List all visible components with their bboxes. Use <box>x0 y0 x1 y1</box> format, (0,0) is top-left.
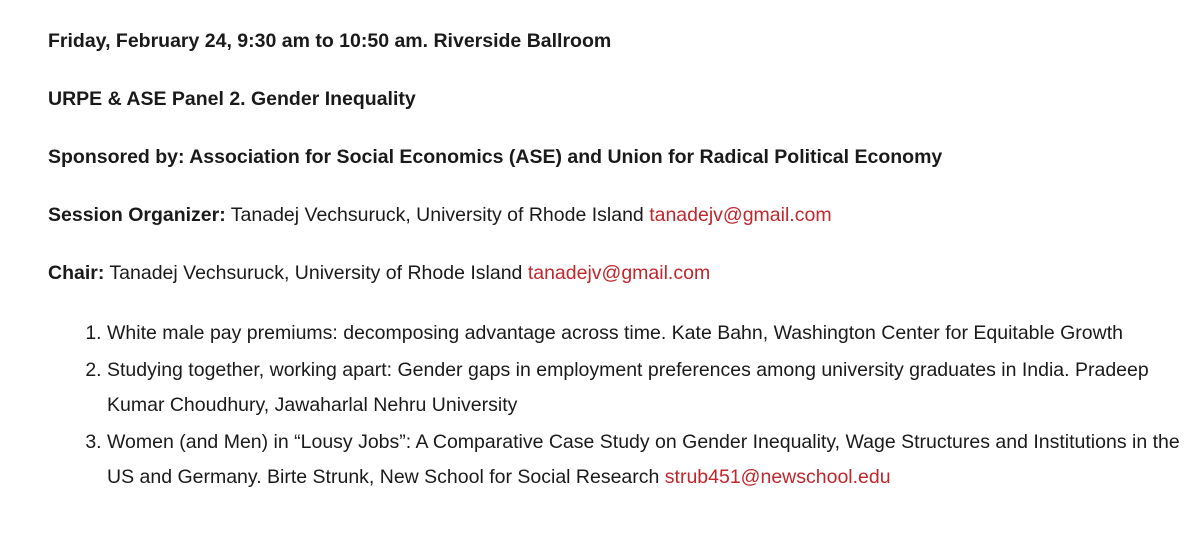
organizer-line <box>48 200 1200 230</box>
chair-email-link[interactable]: tanadejv@gmail.com <box>527 262 711 284</box>
paper-text: Women (and Men) in “Lousy Jobs”: A Comparative Case Study on Gender Inequality, Wage Structures and Institutions in the US and Germany. Birte Strunk, New School for Social Research <box>107 431 1180 488</box>
organizer-label: Session Organizer: <box>48 204 226 226</box>
panel-title: URPE & ASE Panel 2. Gender Inequality <box>48 88 416 110</box>
paper-list <box>48 316 1200 495</box>
paper-text: Studying together, working apart: Gender gaps in employment preferences among university graduates in India. Pradeep Kumar Choudhury, Jawaharlal Nehru University <box>107 359 1149 416</box>
session-date-line: Friday, February 24, 9:30 am to 10:50 am. Riverside Ballroom <box>48 30 612 52</box>
chair-text: Tanadej Vechsuruck, University of Rhode Island <box>104 262 528 284</box>
paper-text: White male pay premiums: decomposing advantage across time. Kate Bahn, Washington Center for Equitable Growth <box>107 322 1123 344</box>
organizer-text: Tanadej Vechsuruck, University of Rhode Island <box>225 204 650 226</box>
paper-item-2 <box>107 353 1200 423</box>
organizer-email-link[interactable]: tanadejv@gmail.com <box>649 204 832 226</box>
chair-line <box>48 258 1200 288</box>
paper-item-3 <box>107 425 1200 495</box>
chair-label: Chair: <box>48 262 105 284</box>
paper-email-link[interactable]: strub451@newschool.edu <box>664 466 891 488</box>
sponsor-line: Sponsored by: Association for Social Economics (ASE) and Union for Radical Political Economy <box>48 146 943 168</box>
paper-item-1 <box>107 316 1200 351</box>
